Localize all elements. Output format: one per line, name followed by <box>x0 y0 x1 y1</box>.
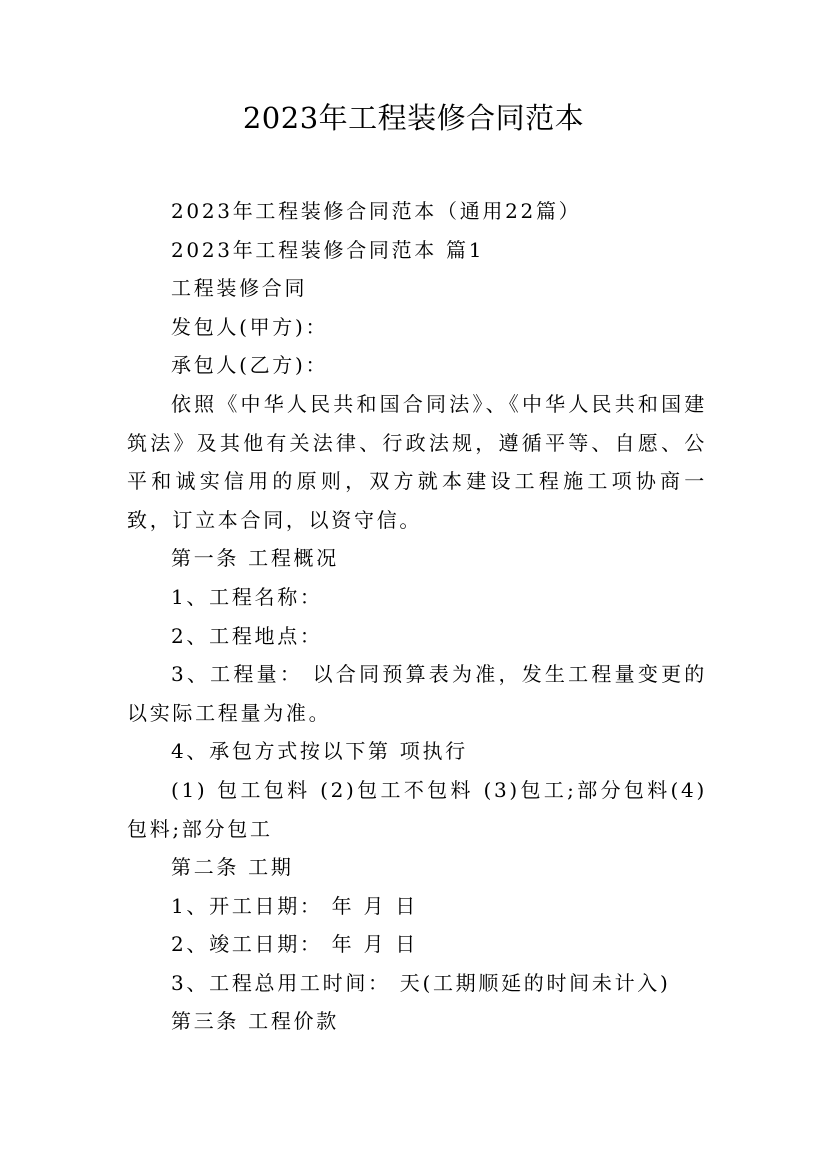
paragraph-article-3: 第三条 工程价款 <box>171 1009 339 1034</box>
paragraph-total-days: 3、工程总用工时间： 天(工期顺延的时间未计入) <box>171 970 671 995</box>
paragraph-start-date: 1、开工日期： 年 月 日 <box>171 893 418 918</box>
paragraph-project-location: 2、工程地点： <box>171 623 323 648</box>
paragraph-project-name: 1、工程名称： <box>171 584 323 609</box>
paragraph-article-2: 第二条 工期 <box>171 855 294 880</box>
paragraph-section-heading: 2023年工程装修合同范本 篇1 <box>171 237 485 262</box>
paragraph-completion-date: 2、竣工日期： 年 月 日 <box>171 932 418 957</box>
paragraph-project-quantity: 3、工程量： 以合同预算表为准，发生工程量变更的以实际工程量为准。 <box>127 662 707 725</box>
paragraph-method-options: (1) 包工包料 (2)包工不包料 (3)包工;部分包料(4)包料;部分包工 <box>127 777 707 841</box>
document-body <box>127 192 707 1041</box>
paragraph-preamble: 依照《中华人民共和国合同法》、《中华人民共和国建筑法》及其他有关法律、行政法规，遵循平等、自愿、公平和诚实信用的原则，双方就本建设工程施工项协商一致，订立本合同，以资守信。 <box>127 391 707 532</box>
paragraph-party-b: 承包人(乙方)： <box>171 353 329 378</box>
document-title: 2023年工程装修合同范本 <box>242 101 585 135</box>
paragraph-contract-name: 工程装修合同 <box>171 276 308 301</box>
paragraph-article-1: 第一条 工程概况 <box>171 546 339 571</box>
paragraph-contract-method: 4、承包方式按以下第 项执行 <box>171 739 468 764</box>
paragraph-party-a: 发包人(甲方)： <box>171 314 329 339</box>
paragraph-subtitle: 2023年工程装修合同范本（通用22篇） <box>171 199 582 223</box>
